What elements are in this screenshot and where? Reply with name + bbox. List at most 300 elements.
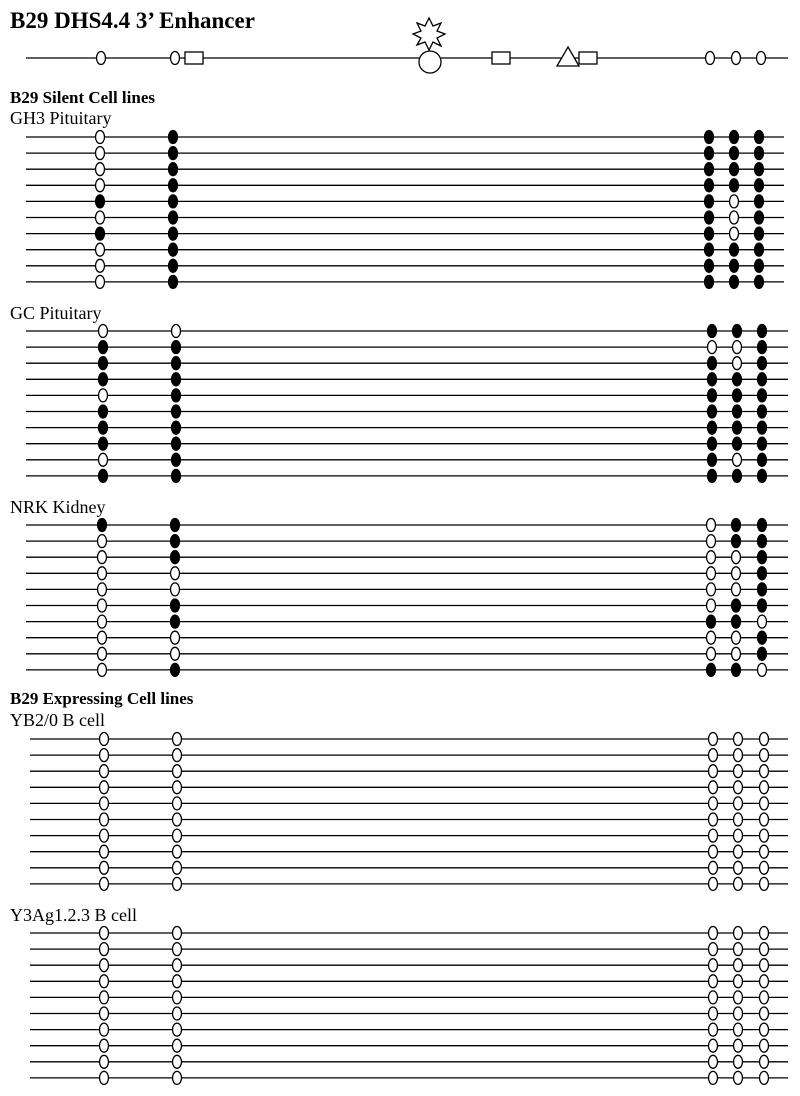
- methylated-cpg-dot: [733, 389, 742, 402]
- unmethylated-cpg-dot: [100, 943, 109, 956]
- clone-row: [30, 829, 788, 842]
- unmethylated-cpg-dot: [100, 927, 109, 940]
- unmethylated-cpg-dot: [734, 829, 743, 842]
- map-cpg-site-2: [171, 52, 180, 65]
- unmethylated-cpg-dot: [734, 1055, 743, 1068]
- unmethylated-cpg-dot: [173, 781, 182, 794]
- unmethylated-cpg-dot: [709, 1055, 718, 1068]
- unmethylated-cpg-dot: [732, 567, 741, 580]
- unmethylated-cpg-dot: [709, 861, 718, 874]
- unmethylated-cpg-dot: [173, 1023, 182, 1036]
- methylated-cpg-dot: [732, 535, 741, 548]
- methylated-cpg-dot: [733, 421, 742, 434]
- unmethylated-cpg-dot: [709, 943, 718, 956]
- unmethylated-cpg-dot: [173, 1071, 182, 1084]
- unmethylated-cpg-dot: [173, 959, 182, 972]
- unmethylated-cpg-dot: [760, 991, 769, 1004]
- map-cpg-site-3: [706, 52, 715, 65]
- unmethylated-cpg-dot: [173, 845, 182, 858]
- unmethylated-cpg-dot: [173, 1055, 182, 1068]
- unmethylated-cpg-dot: [707, 567, 716, 580]
- cell-line-label-nrk: NRK Kidney: [10, 497, 106, 517]
- clone-row: [26, 551, 788, 564]
- unmethylated-cpg-dot: [709, 1007, 718, 1020]
- clone-row: [30, 813, 788, 826]
- clone-row: [30, 797, 788, 810]
- map-binding-site-square-2: [492, 52, 510, 64]
- map-binding-site-square-1: [185, 52, 203, 64]
- clone-row: [26, 211, 784, 224]
- unmethylated-cpg-dot: [100, 877, 109, 890]
- unmethylated-cpg-dot: [734, 765, 743, 778]
- unmethylated-cpg-dot: [758, 663, 767, 676]
- unmethylated-cpg-dot: [96, 131, 105, 144]
- unmethylated-cpg-dot: [98, 647, 107, 660]
- unmethylated-cpg-dot: [760, 733, 769, 746]
- methylated-cpg-dot: [96, 195, 105, 208]
- clone-row: [30, 861, 788, 874]
- methylated-cpg-dot: [707, 663, 716, 676]
- unmethylated-cpg-dot: [709, 813, 718, 826]
- unmethylated-cpg-dot: [173, 813, 182, 826]
- unmethylated-cpg-dot: [760, 975, 769, 988]
- unmethylated-cpg-dot: [732, 551, 741, 564]
- methylated-cpg-dot: [758, 453, 767, 466]
- unmethylated-cpg-dot: [760, 813, 769, 826]
- methylated-cpg-dot: [758, 567, 767, 580]
- methylated-cpg-dot: [169, 179, 178, 192]
- unmethylated-cpg-dot: [760, 877, 769, 890]
- methylated-cpg-dot: [708, 469, 717, 482]
- clone-row: [26, 243, 784, 256]
- unmethylated-cpg-dot: [96, 179, 105, 192]
- methylated-cpg-dot: [730, 131, 739, 144]
- unmethylated-cpg-dot: [173, 765, 182, 778]
- unmethylated-cpg-dot: [709, 975, 718, 988]
- unmethylated-cpg-dot: [173, 975, 182, 988]
- unmethylated-cpg-dot: [709, 749, 718, 762]
- methylated-cpg-dot: [733, 469, 742, 482]
- clone-row: [30, 845, 788, 858]
- clone-row: [30, 943, 788, 956]
- methylated-cpg-dot: [169, 195, 178, 208]
- methylated-cpg-dot: [708, 325, 717, 338]
- methylated-cpg-dot: [758, 519, 767, 532]
- unmethylated-cpg-dot: [100, 1055, 109, 1068]
- methylated-cpg-dot: [705, 179, 714, 192]
- clone-row: [26, 389, 788, 402]
- clone-row: [30, 991, 788, 1004]
- unmethylated-cpg-dot: [99, 453, 108, 466]
- unmethylated-cpg-dot: [734, 959, 743, 972]
- methylated-cpg-dot: [755, 243, 764, 256]
- methylated-cpg-dot: [705, 259, 714, 272]
- methylated-cpg-dot: [172, 437, 181, 450]
- cell-line-label-yb2: YB2/0 B cell: [10, 710, 105, 730]
- unmethylated-cpg-dot: [734, 1023, 743, 1036]
- unmethylated-cpg-dot: [734, 1071, 743, 1084]
- unmethylated-cpg-dot: [709, 877, 718, 890]
- methylated-cpg-dot: [708, 373, 717, 386]
- cell-line-label-gc: GC Pituitary: [10, 303, 102, 323]
- methylated-cpg-dot: [99, 469, 108, 482]
- unmethylated-cpg-dot: [730, 227, 739, 240]
- unmethylated-cpg-dot: [100, 1007, 109, 1020]
- clone-row: [30, 749, 788, 762]
- methylated-cpg-dot: [732, 615, 741, 628]
- methylated-cpg-dot: [708, 357, 717, 370]
- unmethylated-cpg-dot: [760, 749, 769, 762]
- unmethylated-cpg-dot: [172, 325, 181, 338]
- figure-title: B29 DHS4.4 3’ Enhancer: [10, 8, 255, 33]
- unmethylated-cpg-dot: [707, 599, 716, 612]
- unmethylated-cpg-dot: [707, 519, 716, 532]
- group-label-expressing: B29 Expressing Cell lines: [10, 689, 194, 708]
- methylated-cpg-dot: [758, 421, 767, 434]
- methylated-cpg-dot: [707, 615, 716, 628]
- clone-row: [26, 147, 784, 160]
- methylated-cpg-dot: [755, 195, 764, 208]
- methylated-cpg-dot: [730, 259, 739, 272]
- clone-row: [26, 421, 788, 434]
- unmethylated-cpg-dot: [709, 829, 718, 842]
- methylated-cpg-dot: [758, 357, 767, 370]
- unmethylated-cpg-dot: [709, 781, 718, 794]
- clone-row: [26, 373, 788, 386]
- methylated-cpg-dot: [172, 453, 181, 466]
- methylated-cpg-dot: [708, 437, 717, 450]
- unmethylated-cpg-dot: [98, 599, 107, 612]
- unmethylated-cpg-dot: [173, 797, 182, 810]
- methylated-cpg-dot: [171, 599, 180, 612]
- clone-row: [26, 325, 788, 338]
- methylated-cpg-dot: [169, 243, 178, 256]
- methylated-cpg-dot: [732, 663, 741, 676]
- unmethylated-cpg-dot: [732, 583, 741, 596]
- clone-row: [30, 927, 788, 940]
- methylated-cpg-dot: [755, 275, 764, 288]
- unmethylated-cpg-dot: [173, 861, 182, 874]
- unmethylated-cpg-dot: [734, 943, 743, 956]
- unmethylated-cpg-dot: [734, 975, 743, 988]
- unmethylated-cpg-dot: [100, 991, 109, 1004]
- unmethylated-cpg-dot: [98, 535, 107, 548]
- unmethylated-cpg-dot: [732, 647, 741, 660]
- unmethylated-cpg-dot: [708, 341, 717, 354]
- methylated-cpg-dot: [755, 259, 764, 272]
- unmethylated-cpg-dot: [100, 975, 109, 988]
- unmethylated-cpg-dot: [100, 797, 109, 810]
- clone-row: [26, 259, 784, 272]
- unmethylated-cpg-dot: [733, 453, 742, 466]
- unmethylated-cpg-dot: [734, 749, 743, 762]
- clone-row: [26, 583, 788, 596]
- unmethylated-cpg-dot: [760, 943, 769, 956]
- unmethylated-cpg-dot: [760, 765, 769, 778]
- methylated-cpg-dot: [169, 163, 178, 176]
- unmethylated-cpg-dot: [99, 389, 108, 402]
- methylated-cpg-dot: [172, 421, 181, 434]
- unmethylated-cpg-dot: [98, 615, 107, 628]
- clone-row: [26, 615, 788, 628]
- clone-row: [26, 405, 788, 418]
- methylated-cpg-dot: [730, 147, 739, 160]
- map-cpg-site-5: [757, 52, 766, 65]
- methylated-cpg-dot: [730, 243, 739, 256]
- clone-row: [26, 179, 784, 192]
- methylated-cpg-dot: [758, 535, 767, 548]
- unmethylated-cpg-dot: [100, 749, 109, 762]
- map-cpg-site-4: [732, 52, 741, 65]
- map-burst-icon: [413, 18, 445, 50]
- clone-row: [30, 781, 788, 794]
- methylated-cpg-dot: [758, 437, 767, 450]
- methylated-cpg-dot: [758, 373, 767, 386]
- methylated-cpg-dot: [755, 179, 764, 192]
- unmethylated-cpg-dot: [100, 781, 109, 794]
- methylated-cpg-dot: [99, 437, 108, 450]
- methylated-cpg-dot: [758, 325, 767, 338]
- map-binding-site-triangle: [557, 47, 579, 66]
- clone-row: [26, 163, 784, 176]
- unmethylated-cpg-dot: [100, 733, 109, 746]
- unmethylated-cpg-dot: [100, 1039, 109, 1052]
- unmethylated-cpg-dot: [758, 615, 767, 628]
- clone-row: [26, 227, 784, 240]
- clone-row: [26, 341, 788, 354]
- methylated-cpg-dot: [171, 535, 180, 548]
- methylated-cpg-dot: [758, 599, 767, 612]
- unmethylated-cpg-dot: [171, 631, 180, 644]
- clone-row: [30, 733, 788, 746]
- unmethylated-cpg-dot: [709, 959, 718, 972]
- methylated-cpg-dot: [172, 469, 181, 482]
- methylated-cpg-dot: [171, 519, 180, 532]
- methylated-cpg-dot: [755, 211, 764, 224]
- clone-rows: [26, 131, 788, 1085]
- unmethylated-cpg-dot: [96, 147, 105, 160]
- unmethylated-cpg-dot: [709, 765, 718, 778]
- unmethylated-cpg-dot: [173, 829, 182, 842]
- methylated-cpg-dot: [758, 389, 767, 402]
- clone-row: [26, 631, 788, 644]
- unmethylated-cpg-dot: [734, 781, 743, 794]
- methylated-cpg-dot: [758, 583, 767, 596]
- unmethylated-cpg-dot: [100, 829, 109, 842]
- unmethylated-cpg-dot: [707, 583, 716, 596]
- unmethylated-cpg-dot: [173, 927, 182, 940]
- methylated-cpg-dot: [733, 373, 742, 386]
- unmethylated-cpg-dot: [707, 631, 716, 644]
- methylated-cpg-dot: [99, 341, 108, 354]
- methylated-cpg-dot: [169, 147, 178, 160]
- unmethylated-cpg-dot: [171, 647, 180, 660]
- methylated-cpg-dot: [732, 519, 741, 532]
- unmethylated-cpg-dot: [732, 631, 741, 644]
- clone-row: [30, 959, 788, 972]
- unmethylated-cpg-dot: [734, 845, 743, 858]
- unmethylated-cpg-dot: [709, 797, 718, 810]
- methylated-cpg-dot: [169, 227, 178, 240]
- unmethylated-cpg-dot: [100, 861, 109, 874]
- unmethylated-cpg-dot: [96, 275, 105, 288]
- unmethylated-cpg-dot: [760, 829, 769, 842]
- unmethylated-cpg-dot: [171, 583, 180, 596]
- clone-row: [26, 437, 788, 450]
- unmethylated-cpg-dot: [100, 813, 109, 826]
- clone-row: [26, 131, 784, 144]
- unmethylated-cpg-dot: [100, 765, 109, 778]
- unmethylated-cpg-dot: [98, 663, 107, 676]
- unmethylated-cpg-dot: [709, 1023, 718, 1036]
- unmethylated-cpg-dot: [760, 1007, 769, 1020]
- unmethylated-cpg-dot: [709, 733, 718, 746]
- unmethylated-cpg-dot: [734, 877, 743, 890]
- unmethylated-cpg-dot: [760, 1023, 769, 1036]
- clone-row: [26, 647, 788, 660]
- map-binding-site-square-3: [579, 52, 597, 64]
- unmethylated-cpg-dot: [734, 861, 743, 874]
- methylated-cpg-dot: [99, 405, 108, 418]
- methylated-cpg-dot: [169, 259, 178, 272]
- methylated-cpg-dot: [169, 275, 178, 288]
- methylated-cpg-dot: [758, 647, 767, 660]
- methylated-cpg-dot: [172, 357, 181, 370]
- unmethylated-cpg-dot: [760, 959, 769, 972]
- methylated-cpg-dot: [733, 405, 742, 418]
- unmethylated-cpg-dot: [760, 1039, 769, 1052]
- unmethylated-cpg-dot: [734, 733, 743, 746]
- methylated-cpg-dot: [172, 389, 181, 402]
- unmethylated-cpg-dot: [707, 535, 716, 548]
- clone-row: [30, 765, 788, 778]
- methylated-cpg-dot: [99, 373, 108, 386]
- methylated-cpg-dot: [758, 341, 767, 354]
- methylated-cpg-dot: [758, 551, 767, 564]
- clone-row: [30, 877, 788, 890]
- unmethylated-cpg-dot: [709, 1071, 718, 1084]
- clone-row: [30, 1071, 788, 1084]
- unmethylated-cpg-dot: [96, 211, 105, 224]
- unmethylated-cpg-dot: [100, 1071, 109, 1084]
- methylated-cpg-dot: [172, 341, 181, 354]
- methylated-cpg-dot: [755, 147, 764, 160]
- unmethylated-cpg-dot: [173, 1007, 182, 1020]
- clone-row: [30, 1039, 788, 1052]
- methylated-cpg-dot: [705, 147, 714, 160]
- methylated-cpg-dot: [755, 227, 764, 240]
- clone-row: [26, 535, 788, 548]
- unmethylated-cpg-dot: [709, 845, 718, 858]
- group-label-silent: B29 Silent Cell lines: [10, 88, 155, 107]
- map-binding-site-circle: [419, 51, 441, 73]
- unmethylated-cpg-dot: [173, 991, 182, 1004]
- clone-row: [30, 1007, 788, 1020]
- methylated-cpg-dot: [758, 405, 767, 418]
- methylated-cpg-dot: [705, 243, 714, 256]
- methylated-cpg-dot: [169, 131, 178, 144]
- methylated-cpg-dot: [732, 599, 741, 612]
- unmethylated-cpg-dot: [760, 797, 769, 810]
- clone-row: [26, 195, 784, 208]
- methylated-cpg-dot: [758, 631, 767, 644]
- unmethylated-cpg-dot: [96, 163, 105, 176]
- methylated-cpg-dot: [172, 373, 181, 386]
- unmethylated-cpg-dot: [760, 845, 769, 858]
- methylated-cpg-dot: [708, 405, 717, 418]
- methylated-cpg-dot: [730, 163, 739, 176]
- unmethylated-cpg-dot: [98, 567, 107, 580]
- unmethylated-cpg-dot: [709, 1039, 718, 1052]
- unmethylated-cpg-dot: [734, 813, 743, 826]
- methylated-cpg-dot: [755, 131, 764, 144]
- clone-row: [30, 975, 788, 988]
- unmethylated-cpg-dot: [99, 325, 108, 338]
- unmethylated-cpg-dot: [733, 357, 742, 370]
- unmethylated-cpg-dot: [96, 243, 105, 256]
- unmethylated-cpg-dot: [100, 1023, 109, 1036]
- methylated-cpg-dot: [733, 325, 742, 338]
- map-cpg-site-1: [97, 52, 106, 65]
- unmethylated-cpg-dot: [760, 927, 769, 940]
- methylated-cpg-dot: [705, 131, 714, 144]
- unmethylated-cpg-dot: [730, 211, 739, 224]
- unmethylated-cpg-dot: [96, 259, 105, 272]
- methylated-cpg-dot: [171, 663, 180, 676]
- unmethylated-cpg-dot: [707, 551, 716, 564]
- methylated-cpg-dot: [705, 275, 714, 288]
- unmethylated-cpg-dot: [707, 647, 716, 660]
- methylated-cpg-dot: [708, 389, 717, 402]
- methylated-cpg-dot: [708, 453, 717, 466]
- unmethylated-cpg-dot: [734, 1007, 743, 1020]
- unmethylated-cpg-dot: [734, 991, 743, 1004]
- unmethylated-cpg-dot: [733, 341, 742, 354]
- unmethylated-cpg-dot: [173, 733, 182, 746]
- methylated-cpg-dot: [99, 357, 108, 370]
- methylated-cpg-dot: [96, 227, 105, 240]
- unmethylated-cpg-dot: [709, 927, 718, 940]
- unmethylated-cpg-dot: [760, 781, 769, 794]
- unmethylated-cpg-dot: [734, 797, 743, 810]
- methylated-cpg-dot: [172, 405, 181, 418]
- clone-row: [26, 275, 784, 288]
- methylated-cpg-dot: [171, 551, 180, 564]
- unmethylated-cpg-dot: [171, 567, 180, 580]
- unmethylated-cpg-dot: [100, 845, 109, 858]
- methylated-cpg-dot: [98, 519, 107, 532]
- methylated-cpg-dot: [705, 163, 714, 176]
- unmethylated-cpg-dot: [760, 1055, 769, 1068]
- clone-row: [26, 567, 788, 580]
- methylated-cpg-dot: [705, 211, 714, 224]
- methylated-cpg-dot: [708, 421, 717, 434]
- cell-line-label-y3ag: Y3Ag1.2.3 B cell: [10, 905, 137, 925]
- unmethylated-cpg-dot: [98, 631, 107, 644]
- methylated-cpg-dot: [758, 469, 767, 482]
- unmethylated-cpg-dot: [100, 959, 109, 972]
- methylated-cpg-dot: [171, 615, 180, 628]
- clone-row: [26, 469, 788, 482]
- clone-row: [26, 663, 788, 676]
- unmethylated-cpg-dot: [709, 991, 718, 1004]
- methylated-cpg-dot: [169, 211, 178, 224]
- unmethylated-cpg-dot: [98, 583, 107, 596]
- methylated-cpg-dot: [705, 227, 714, 240]
- unmethylated-cpg-dot: [734, 1039, 743, 1052]
- clone-row: [26, 453, 788, 466]
- methylated-cpg-dot: [733, 437, 742, 450]
